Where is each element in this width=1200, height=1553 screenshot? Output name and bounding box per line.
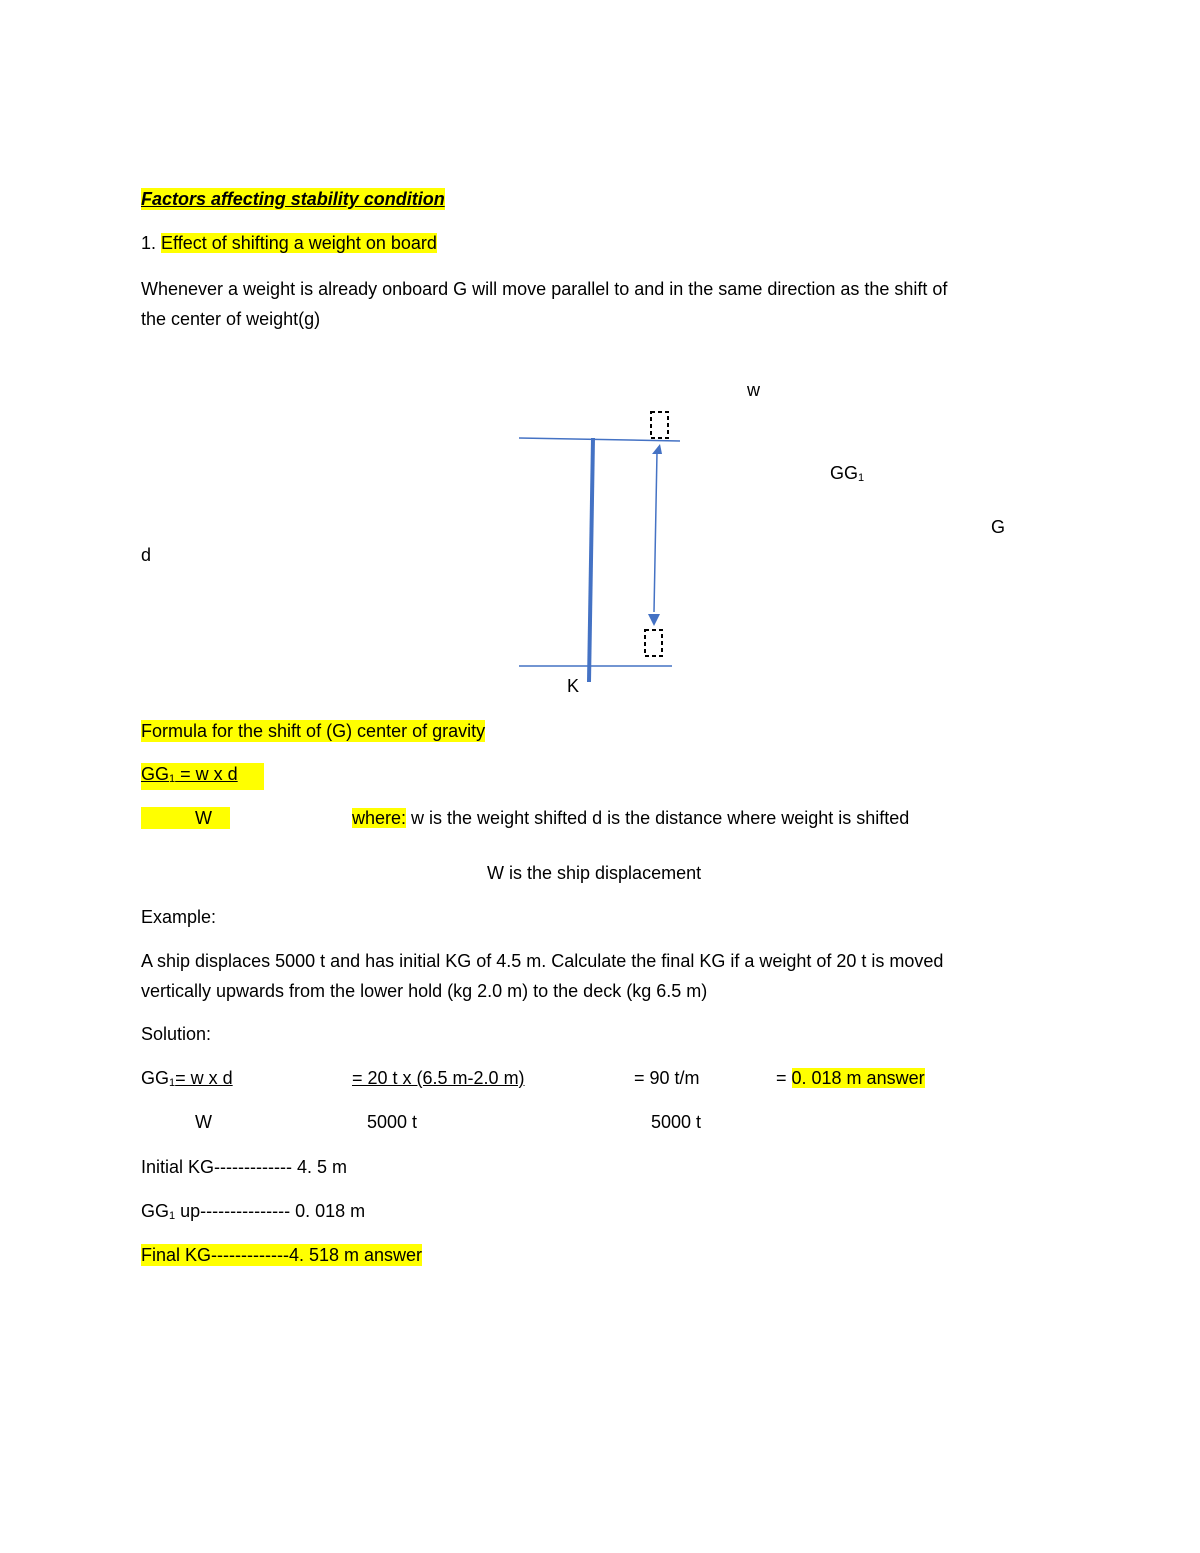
label-K: K: [567, 676, 580, 696]
label-d: d: [141, 545, 152, 565]
label-gg1-sub: 1: [858, 472, 865, 484]
weight-box-lower: [645, 630, 662, 656]
solution-label: Solution:: [141, 1024, 212, 1044]
formula-title: Formula for the shift of (G) center of gravity: [141, 721, 486, 741]
where-text: w is the weight shifted d is the distance where weight is shifted: [406, 808, 910, 828]
solution-gg1-sub: 1: [169, 1077, 176, 1089]
formula-gg1-main: GG: [141, 764, 170, 784]
solution-eq-3: = 90 t/m: [634, 1068, 700, 1088]
formula-where-line: [352, 807, 909, 829]
solution-gg1-main: GG: [141, 1068, 170, 1088]
solution-den-1: W: [195, 1112, 212, 1132]
solution-eq-2: = 20 t x (6.5 m-2.0 m): [352, 1068, 525, 1088]
intro-line-1: Whenever a weight is already onboard G will move parallel to and in the same direction as the shift of: [141, 279, 948, 299]
section-1-heading: [141, 232, 437, 254]
example-label: Example:: [141, 907, 217, 927]
summary-gg1-rest: up--------------- 0. 018 m: [175, 1201, 366, 1221]
arrowhead-down: [648, 614, 660, 626]
intro-line-2: the center of weight(g): [141, 309, 321, 329]
arrowhead-up: [652, 444, 662, 454]
shift-distance-line: [654, 452, 657, 612]
solution-den-2: 5000 t: [367, 1112, 418, 1132]
solution-eq-1-rest: = w x d: [175, 1068, 233, 1088]
label-G: G: [991, 517, 1006, 537]
section-title: Effect of shifting a weight on board: [161, 233, 437, 253]
formula-denominator: W: [195, 808, 212, 828]
page-heading: Factors affecting stability condition: [141, 189, 445, 209]
label-w: w: [747, 380, 760, 400]
where-line-2: W is the ship displacement: [487, 863, 702, 883]
solution-eq-4: [776, 1067, 925, 1089]
summary-gg1-main: GG: [141, 1201, 170, 1221]
solution-gg1: [141, 1068, 175, 1088]
weight-box-upper: [651, 412, 668, 438]
solution-den-3: 5000 t: [651, 1112, 702, 1132]
section-number: 1.: [141, 233, 157, 253]
keel-centerline: [589, 438, 593, 682]
upper-deck-line: [519, 438, 680, 441]
solution-answer: 0. 018 m answer: [791, 1068, 925, 1088]
solution-eq-4-prefix: =: [776, 1068, 792, 1088]
example-problem-line-1: A ship displaces 5000 t and has initial KG of 4.5 m. Calculate the final KG if a weight of 20 t is moved: [141, 951, 944, 971]
label-gg1: [830, 462, 864, 489]
label-gg1-main: GG: [830, 463, 859, 483]
formula-numerator: [141, 763, 264, 790]
summary-final-kg: Final KG-------------4. 518 m answer: [141, 1245, 423, 1265]
formula-denominator-box: [141, 807, 230, 829]
example-problem-line-2: vertically upwards from the lower hold (kg 2.0 m) to the deck (kg 6.5 m): [141, 981, 708, 1001]
formula-gg1-sub: 1: [169, 773, 176, 785]
summary-initial-kg: Initial KG------------- 4. 5 m: [141, 1157, 347, 1177]
summary-gg1-up: [141, 1200, 365, 1227]
solution-eq-1: [141, 1067, 233, 1094]
where-label: where:: [352, 808, 407, 828]
summary-gg1-sub: 1: [169, 1210, 176, 1222]
formula-gg1: [141, 764, 238, 784]
formula-rhs: = w x d: [175, 764, 238, 784]
